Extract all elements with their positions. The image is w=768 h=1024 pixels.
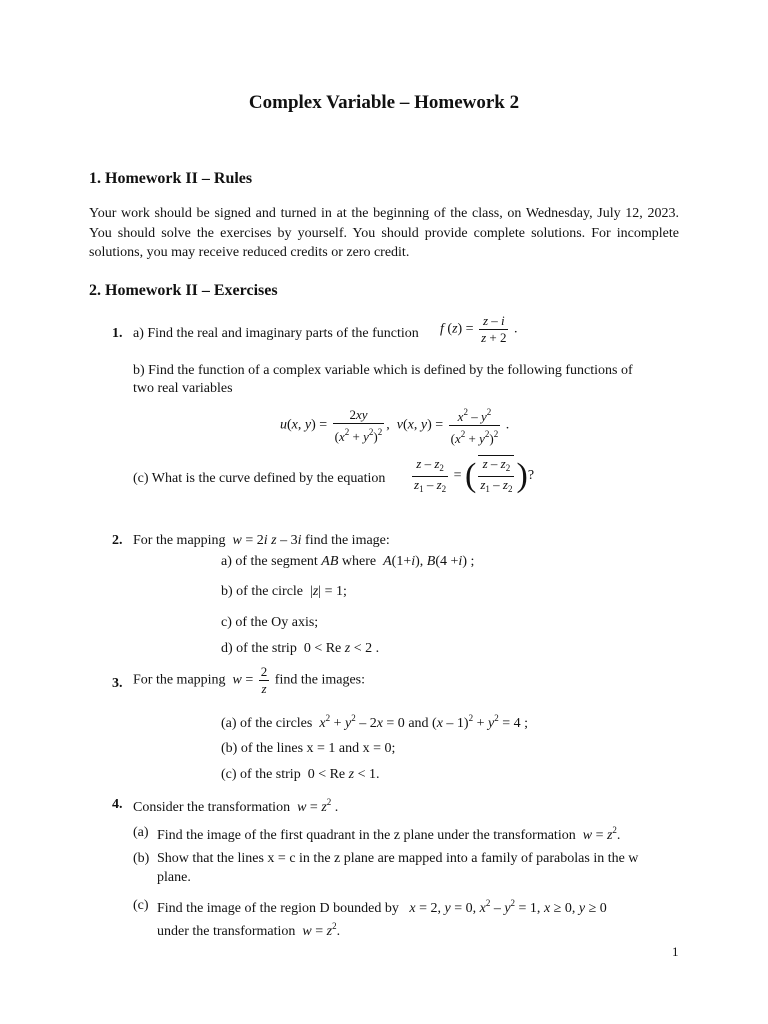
exercise-1b-formula: u(x, y) = $\frac{2xy}{(x^2 + y^2)^2}$ , v(x, y) = $\frac{x^2 - y^2}{(x^2 + y^2)^2}$ . (280, 404, 509, 447)
exercise-4b-line1: Show that the lines x = c in the z plane are mapped into a family of parabolas in the w (157, 851, 639, 866)
exercise-2c: c) of the Oy axis; (221, 615, 319, 630)
exercise-4c-line2: under the transformation $w = z^2$. (157, 921, 341, 939)
exercise-1b-text-line2: two real variables (133, 381, 233, 396)
exercise-2a-text: a) of the segment (221, 554, 318, 569)
exercise-2b-text: b) of the circle (221, 584, 304, 599)
exercise-3c-text: (c) of the strip (221, 767, 301, 782)
exercise-4c-label: (c) (133, 898, 149, 913)
exercise-2-lead-end: find the image: (305, 533, 390, 548)
exercise-4c-text-2: under the transformation (157, 924, 296, 939)
exercise-2a: a) of the segment AB where A(1+i), B(4 +i) ; (221, 554, 475, 569)
exercise-4c-text: Find the image of the region D bounded by (157, 901, 399, 916)
exercise-2-lead: For the mapping w = 2i z – 3i find the image: (133, 533, 390, 548)
exercise-3a-and: and (408, 716, 429, 731)
exercise-1c-formula: $\frac{z - z_2}{z_1 - z_2}$ = ( $\frac{z - z_2}{z_1 - z_2}$ )? (410, 455, 534, 497)
page-number: 1 (672, 944, 679, 959)
exercise-4-lead-text: Consider the transformation (133, 800, 291, 815)
exercise-4-number: 4. (112, 797, 123, 812)
exercise-2a-mid: where (341, 554, 377, 569)
exercise-1-number: 1. (112, 326, 123, 341)
exercise-1a-formula: f (z) = $\frac{z - i}{z + 2}$ . (440, 313, 518, 345)
exercise-4b-label: (b) (133, 851, 150, 866)
section-2-heading: 2. Homework II – Exercises (89, 282, 278, 299)
exercise-2d-text: d) of the strip (221, 641, 297, 656)
exercise-4a-label: (a) (133, 825, 149, 840)
exercise-4a-text: Find the image of the first quadrant in the z plane under the transformation (157, 828, 576, 843)
exercise-3c: (c) of the strip 0 < Re z < 1. (221, 767, 380, 782)
exercise-2-lead-text: For the mapping (133, 533, 226, 548)
exercise-4c-line1: Find the image of the region D bounded by x = 2, y = 0, $x^2 - y^2 = 1$, x ≥ 0, y ≥ 0 (157, 898, 607, 916)
exercise-3-number: 3. (112, 676, 123, 691)
exercise-3-lead: For the mapping w = $\frac{2}{z}$ find the images: (133, 664, 365, 696)
exercise-3a: (a) of the circles $x^2 + y^2 - 2x = 0$ and $(x - 1)^2 + y^2 = 4$ ; (221, 713, 529, 731)
exercise-3b: (b) of the lines x = 1 and x = 0; (221, 741, 396, 756)
exercise-1c-text: (c) What is the curve defined by the equation (133, 471, 386, 486)
exercise-2d: d) of the strip 0 < Re z < 2 . (221, 641, 380, 656)
exercise-4-lead: Consider the transformation $w = z^2$ . (133, 797, 339, 815)
section-1-heading: 1. Homework II – Rules (89, 170, 253, 187)
exercise-4a: Find the image of the first quadrant in the z plane under the transformation $w = z^2$. (157, 825, 621, 843)
exercise-3-lead-text: For the mapping (133, 672, 226, 688)
exercise-1b-text-line1: b) Find the function of a complex variable which is defined by the following functions of (133, 363, 633, 378)
exercise-1a-text: a) Find the real and imaginary parts of the function (133, 326, 419, 341)
exercise-3a-text: (a) of the circles (221, 716, 313, 731)
rules-paragraph: Your work should be signed and turned in at the beginning of the class, on Wednesday, July 12, 2023. You should solve the exercises by yourself. You should provide complete solutions. For incomplete solutions, you may receive reduced credits or zero credit. (89, 206, 679, 260)
exercise-2b: b) of the circle |z| = 1; (221, 584, 347, 599)
exercise-2-number: 2. (112, 533, 123, 548)
document-title: Complex Variable – Homework 2 (248, 92, 520, 113)
exercise-3-lead-end: find the images: (274, 672, 365, 688)
exercise-4b-line2: plane. (157, 870, 191, 885)
